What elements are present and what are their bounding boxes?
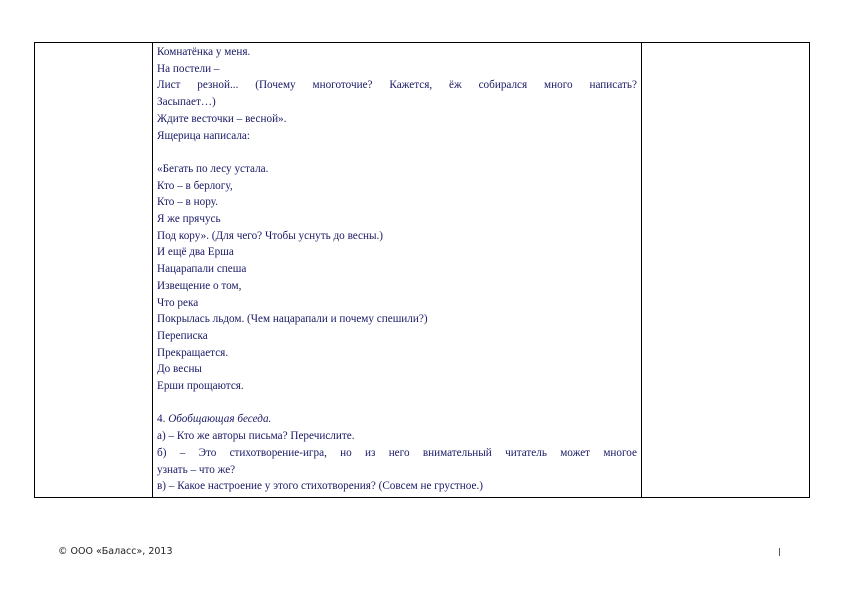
poem-line: На постели –: [157, 62, 220, 75]
poem-line: Под кору». (Для чего? Чтобы уснуть до весны.): [157, 229, 384, 242]
question-b-continued: узнать – что же?: [157, 463, 236, 476]
table-row: [35, 43, 810, 498]
poem-line: Кто – в нору.: [157, 196, 218, 209]
poem-line: Ждите весточки – весной».: [157, 112, 287, 125]
poem-line: Извещение о том,: [157, 279, 242, 292]
poem-line: Покрылась льдом. (Чем нацарапали и почему спешили?): [157, 313, 428, 326]
section-heading: [157, 411, 637, 428]
poem-line: Ерши прощаются.: [157, 380, 244, 393]
poem-line: Переписка: [157, 329, 208, 342]
poem-line: Ящерица написала:: [157, 129, 250, 142]
page-number-mark: [779, 548, 780, 556]
poem-line: Лист резной... (Почему многоточие? Кажется, ёж собирался много написать?: [157, 79, 637, 92]
poem-line: «Бегать по лесу устала.: [157, 162, 269, 175]
footer-copyright: © ООО «Баласс», 2013: [58, 546, 173, 557]
section-number: 4.: [157, 413, 169, 426]
poem-line: И ещё два Ерша: [157, 246, 234, 259]
blank-line: [157, 144, 637, 161]
question-c: в) – Какое настроение у этого стихотворения? (Совсем не грустное.): [157, 480, 483, 493]
poem-line: Я же прячусь: [157, 213, 221, 226]
left-cell: [35, 43, 153, 498]
section-title: Обобщающая беседа.: [168, 413, 272, 426]
right-cell: [642, 43, 810, 498]
poem-line: Комнатёнка у меня.: [157, 46, 251, 58]
lesson-table: [34, 42, 810, 498]
poem-line: Кто – в берлогу,: [157, 179, 233, 192]
poem-line: Нацарапали спеша: [157, 263, 247, 276]
poem-line: До весны: [157, 363, 202, 376]
question-b: б) – Это стихотворение-игра, но из него внимательный читатель может многое: [157, 446, 637, 459]
poem-line: Засыпает…): [157, 96, 216, 109]
poem-line: Прекращается.: [157, 346, 229, 359]
blank-line: [157, 395, 637, 412]
poem-line: Что река: [157, 296, 199, 309]
content-cell: [153, 43, 642, 498]
question-a: а) – Кто же авторы письма? Перечислите.: [157, 430, 355, 443]
